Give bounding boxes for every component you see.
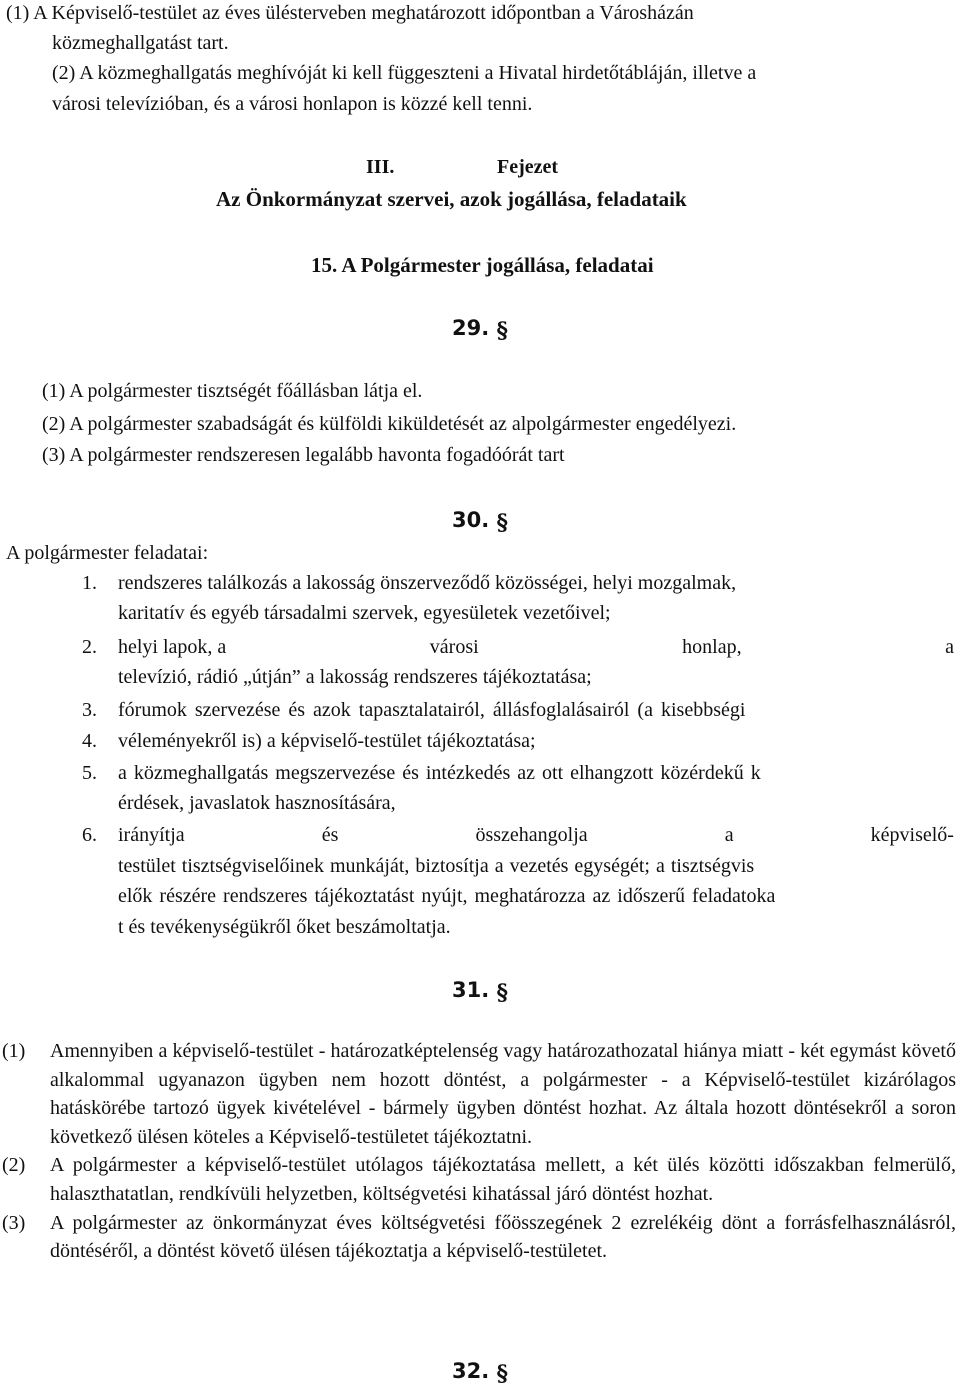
section-31-paragraph-1 — [2, 1037, 956, 1151]
section-31-paragraphs — [2, 1037, 956, 1266]
section-number: 30. — [452, 508, 490, 532]
word: városi — [429, 636, 479, 658]
paragraph-1-line-1 — [6, 0, 954, 26]
section-31-title — [452, 977, 508, 1006]
section-number: 31. — [452, 978, 490, 1002]
paragraph-text: (1) A Képviselő-testület az éves ülésterveben meghatározott időpontban a Városházán — [6, 2, 694, 24]
section-sign: § — [496, 318, 509, 344]
word: irányítja — [118, 824, 185, 846]
paragraph-number: (1) — [2, 1040, 26, 1062]
list-item-3-line-1: fórumok szervezése és azok tapasztalatairól, állásfoglalásairól (a kisebbségi — [118, 699, 746, 721]
section-31-paragraph-2 — [2, 1151, 956, 1208]
paragraph-2-line-2: városi televízióban, és a városi honlapon is közzé kell tenni. — [52, 93, 533, 115]
word: és — [321, 824, 339, 846]
section-29-title — [452, 315, 508, 344]
list-item-5-line-1: a közmeghallgatás megszervezése és intézkedés az ott elhangzott közérdekű k — [118, 762, 761, 784]
list-number: 5. — [82, 762, 97, 784]
list-item-2-line-2: televízió, rádió „útján” a lakosság rendszeres tájékoztatása; — [118, 666, 592, 688]
list-item-6-line-2: testület tisztségviselőinek munkáját, biztosítja a vezetés egységét; a tisztségvis — [118, 855, 755, 877]
paragraph-number: (2) — [2, 1154, 26, 1177]
section-29-item-3: (3) A polgármester rendszeresen legalább havonta fogadóórát tart — [42, 444, 565, 466]
paragraph-text: A polgármester az önkormányzat éves költségvetési főösszegének 2 ezrelékéig dönt a forrásfelhasználásról, döntéséről, a döntést követő ülésen tájékoztatja a képviselő-testületet. — [50, 1211, 956, 1263]
word: helyi lapok, a — [118, 636, 227, 658]
section-sign: § — [496, 980, 509, 1006]
paragraph-1-line-2: közmeghallgatást tart. — [52, 32, 229, 54]
word: a — [724, 824, 734, 846]
list-item-6-line-4: t és tevékenységükről őket beszámoltatja. — [118, 916, 451, 938]
list-item-4-line-1: véleményekről is) a képviselő-testület tájékoztatása; — [118, 730, 536, 752]
list-number: 3. — [82, 699, 97, 721]
list-item-5-line-2: érdések, javaslatok hasznosítására, — [118, 792, 396, 814]
list-number: 2. — [82, 636, 97, 658]
chapter-word: Fejezet — [497, 156, 559, 178]
section-sign: § — [496, 1361, 509, 1387]
paragraph-text: A polgármester a képviselő-testület utólagos tájékoztatása mellett, a két ülés közötti időszakban felmerülő, halaszthatatlan, rendkívüli helyzetben, költségvetési kihatással járó döntést hozhat. — [50, 1154, 956, 1205]
list-number: 1. — [82, 572, 97, 594]
word: a — [945, 636, 954, 658]
paragraph-2-line-1: (2) A közmeghallgatás meghívóját ki kell függeszteni a Hivatal hirdetőtábláján, illetve a — [52, 62, 757, 84]
word: összehangolja — [475, 824, 588, 846]
section-heading: 15. A Polgármester jogállása, feladatai — [311, 253, 654, 277]
list-item-6-line-1 — [118, 822, 954, 848]
paragraph-text: Amennyiben a képviselő-testület - határozatképtelenség vagy határozathozatal hiánya miatt - két egymást követő alkalommal ugyanazon ügyben nem hozott döntést, a polgármester - a Képviselő-testület kizárólagos hatáskörébe tartozó ügyek kivételével - bármely ügyben döntést hozhat. Az általa hozott döntésekről a soron következő ülésen köteles a Képviselő-testületet tájékoztatni. — [50, 1040, 956, 1148]
section-30-intro: A polgármester feladatai: — [6, 542, 209, 564]
section-30-title — [452, 507, 508, 536]
section-number: 29. — [452, 316, 490, 340]
list-item-2-line-1 — [118, 634, 954, 660]
section-32-title — [452, 1358, 508, 1387]
list-item-text: rendszeres találkozás a lakosság önszerveződő közösségei, helyi mozgalmak, — [118, 572, 737, 594]
list-item-1-line-2: karitatív és egyéb társadalmi szervek, egyesületek vezetőivel; — [118, 602, 611, 624]
list-number: 4. — [82, 730, 97, 752]
paragraph-number: (3) — [2, 1211, 26, 1234]
chapter-number: III. — [366, 156, 395, 178]
chapter-title: Az Önkormányzat szervei, azok jogállása, feladataik — [216, 187, 687, 211]
list-number: 6. — [82, 824, 97, 846]
section-number: 32. — [452, 1359, 490, 1383]
list-item-1-line-1 — [118, 570, 954, 596]
section-31-paragraph-3 — [2, 1209, 956, 1266]
section-sign: § — [496, 510, 509, 536]
section-29-item-2: (2) A polgármester szabadságát és külföldi kiküldetését az alpolgármester engedélyezi. — [42, 413, 737, 435]
section-29-item-1: (1) A polgármester tisztségét főállásban látja el. — [42, 380, 423, 402]
word: képviselő- — [870, 824, 954, 846]
list-item-6-line-3: elők részére rendszeres tájékoztatást nyújt, meghatározza az időszerű feladatoka — [118, 885, 776, 907]
word: honlap, — [682, 636, 742, 658]
